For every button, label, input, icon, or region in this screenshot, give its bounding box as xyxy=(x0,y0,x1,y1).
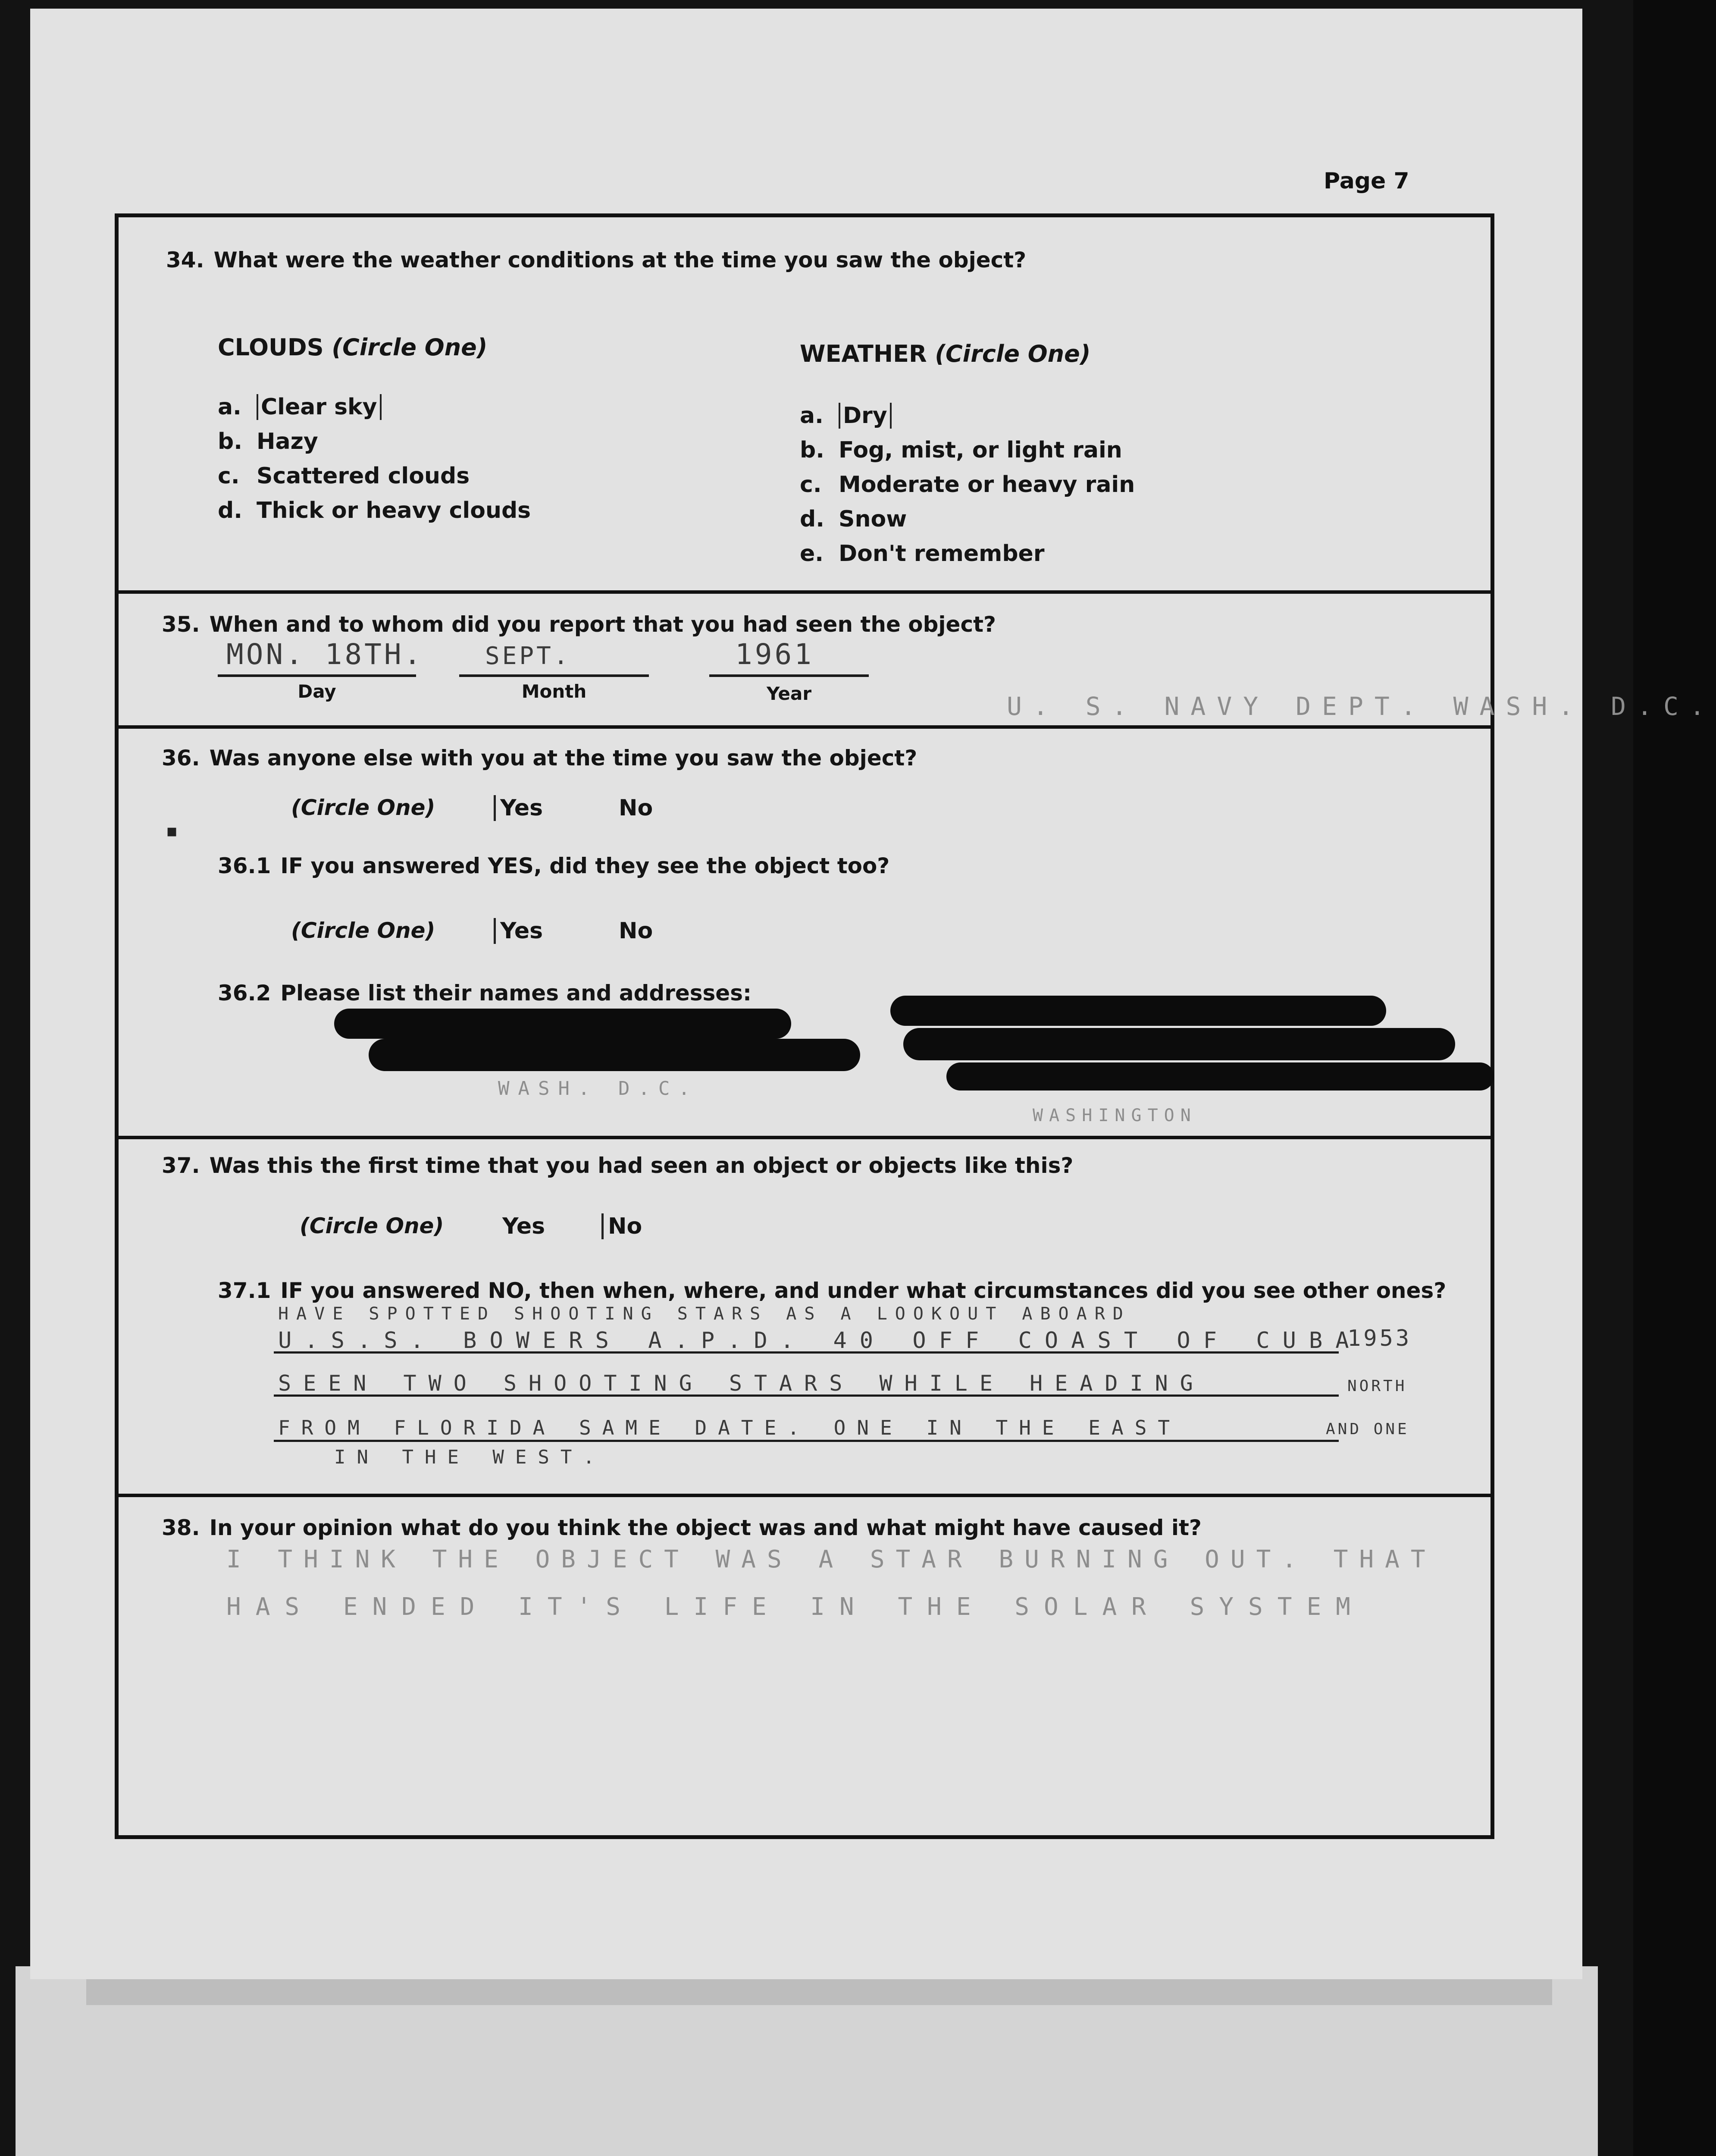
weather-option-snow[interactable] xyxy=(800,506,907,532)
q36-circle-one: (Circle One) xyxy=(291,795,435,820)
q37-no-circled[interactable]: No xyxy=(601,1213,642,1239)
option-text: Hazy xyxy=(257,429,318,454)
q38-text: In your opinion what do you think the object was and what might have caused it? xyxy=(209,1515,1202,1540)
q361-yes-circled[interactable]: Yes xyxy=(494,918,543,944)
option-text: Thick or heavy clouds xyxy=(257,498,531,523)
q36-number: 36. xyxy=(162,746,200,771)
address-fragment: WASH. D.C. xyxy=(498,1078,698,1100)
option-text: Moderate or heavy rain xyxy=(839,472,1135,498)
option-letter: c. xyxy=(218,463,240,489)
weather-option-dont-remember[interactable] xyxy=(800,541,1044,567)
q362-question xyxy=(218,981,752,1006)
weather-option-dry[interactable] xyxy=(800,403,892,429)
section-divider xyxy=(119,1494,1491,1497)
q38-answer-line-1[interactable]: I THINK THE OBJECT WAS A STAR BURNING OUT. THAT xyxy=(226,1545,1437,1573)
q371-question xyxy=(218,1278,1446,1303)
q37-yes[interactable]: Yes xyxy=(502,1213,545,1239)
clouds-option-scattered[interactable] xyxy=(218,463,470,489)
option-letter: e. xyxy=(800,541,824,567)
q362-text: Please list their names and addresses: xyxy=(280,981,752,1006)
q34-number: 34. xyxy=(166,248,204,273)
q34-text: What were the weather conditions at the time you saw the object? xyxy=(213,248,1027,273)
questionnaire-box xyxy=(115,213,1716,1839)
page-number: Page 7 xyxy=(1324,168,1409,194)
circled-answer-clear-sky: Clear sky xyxy=(257,394,382,420)
address-fragment: WASHINGTON xyxy=(1033,1106,1197,1125)
option-letter: a. xyxy=(800,403,824,429)
weather-option-moderate-rain[interactable] xyxy=(800,472,1135,498)
q38-number: 38. xyxy=(162,1515,200,1540)
option-text: Snow xyxy=(839,506,907,532)
clouds-header xyxy=(218,334,487,361)
q361-number: 36.1 xyxy=(218,853,271,878)
q361-question xyxy=(218,853,889,878)
q37-number: 37. xyxy=(162,1153,200,1178)
q371-margin-and-one: AND ONE xyxy=(1326,1420,1409,1438)
q37-question xyxy=(162,1153,1073,1178)
day-underline xyxy=(218,674,416,677)
redaction-bar xyxy=(890,996,1386,1026)
month-label: Month xyxy=(521,681,587,702)
q36-text: Was anyone else with you at the time you saw the object? xyxy=(209,746,917,771)
q371-text: IF you answered NO, then when, where, and under what circumstances did you see other ones? xyxy=(280,1278,1447,1303)
option-letter: d. xyxy=(218,498,242,523)
reported-to-handwritten[interactable]: U. S. NAVY DEPT. WASH. D.C. xyxy=(1007,692,1716,721)
q371-answer-line-4[interactable]: FROM FLORIDA SAME DATE. ONE IN THE EAST xyxy=(278,1416,1181,1439)
q35-question xyxy=(162,612,996,637)
section-divider xyxy=(119,725,1491,729)
redaction-bar xyxy=(369,1039,860,1071)
year-handwritten[interactable]: 1961 xyxy=(735,638,814,671)
month-underline xyxy=(459,674,649,677)
q36-question xyxy=(162,746,917,771)
q35-number: 35. xyxy=(162,612,200,637)
clouds-option-hazy[interactable] xyxy=(218,429,318,454)
q36-yes-circled[interactable]: Yes xyxy=(494,795,543,821)
q38-answer-line-2[interactable]: HAS ENDED IT'S LIFE IN THE SOLAR SYSTEM xyxy=(226,1593,1365,1621)
sheet-shadow xyxy=(86,1979,1552,2005)
stray-mark: ▪ xyxy=(166,821,178,841)
weather-option-fog[interactable] xyxy=(800,437,1122,463)
circled-answer-dry: Dry xyxy=(839,403,892,429)
option-letter: a. xyxy=(218,394,241,420)
weather-header xyxy=(800,340,1090,367)
option-letter: d. xyxy=(800,506,824,532)
q37-circle-one: (Circle One) xyxy=(300,1213,444,1238)
clouds-header-label: CLOUDS xyxy=(218,334,324,361)
q371-number: 37.1 xyxy=(218,1278,271,1303)
option-letter: b. xyxy=(218,429,242,454)
q361-circle-one: (Circle One) xyxy=(291,918,435,943)
section-divider xyxy=(119,1136,1491,1139)
year-underline xyxy=(709,674,869,677)
option-letter: c. xyxy=(800,472,822,498)
clouds-option-clear-sky[interactable] xyxy=(218,394,382,420)
smudge-marks xyxy=(43,2134,190,2156)
year-label: Year xyxy=(766,683,812,704)
option-text: Fog, mist, or light rain xyxy=(839,437,1122,463)
redaction-bar xyxy=(334,1009,791,1039)
q37-text: Was this the first time that you had seen an object or objects like this? xyxy=(209,1153,1074,1178)
clouds-option-thick[interactable] xyxy=(218,498,531,523)
form-page xyxy=(30,9,1716,1979)
clouds-circle-one: (Circle One) xyxy=(332,334,488,361)
q361-no[interactable]: No xyxy=(619,918,653,944)
q38-question xyxy=(162,1515,1202,1540)
option-text: Don't remember xyxy=(839,541,1045,567)
q371-margin-year: 1953 xyxy=(1347,1326,1412,1351)
option-text: Scattered clouds xyxy=(257,463,470,489)
month-handwritten[interactable]: SEPT. xyxy=(485,642,571,670)
q362-number: 36.2 xyxy=(218,981,271,1006)
option-letter: b. xyxy=(800,437,824,463)
q371-answer-line-2[interactable]: U.S.S. BOWERS A.P.D. 40 OFF COAST OF CUBA xyxy=(278,1328,1362,1354)
weather-circle-one: (Circle One) xyxy=(935,340,1091,367)
answer-underline xyxy=(274,1440,1339,1442)
q36-no[interactable]: No xyxy=(619,795,653,821)
q371-answer-line-3[interactable]: SEEN TWO SHOOTING STARS WHILE HEADING xyxy=(278,1371,1205,1396)
weather-header-label: WEATHER xyxy=(800,340,927,367)
q35-text: When and to whom did you report that you had seen the object? xyxy=(209,612,996,637)
redaction-bar xyxy=(946,1062,1494,1091)
q371-answer-line-5[interactable]: IN THE WEST. xyxy=(334,1446,606,1468)
section-divider xyxy=(119,590,1491,594)
q371-margin-north: NORTH xyxy=(1347,1377,1407,1395)
day-handwritten[interactable]: MON. 18TH. xyxy=(226,638,424,671)
redaction-bar xyxy=(903,1028,1455,1060)
day-label: Day xyxy=(297,681,336,702)
q361-text: IF you answered YES, did they see the object too? xyxy=(280,853,890,878)
q371-answer-line-1[interactable]: HAVE SPOTTED SHOOTING STARS AS A LOOKOUT ABOARD xyxy=(278,1304,1131,1324)
q34-question xyxy=(166,248,1026,273)
